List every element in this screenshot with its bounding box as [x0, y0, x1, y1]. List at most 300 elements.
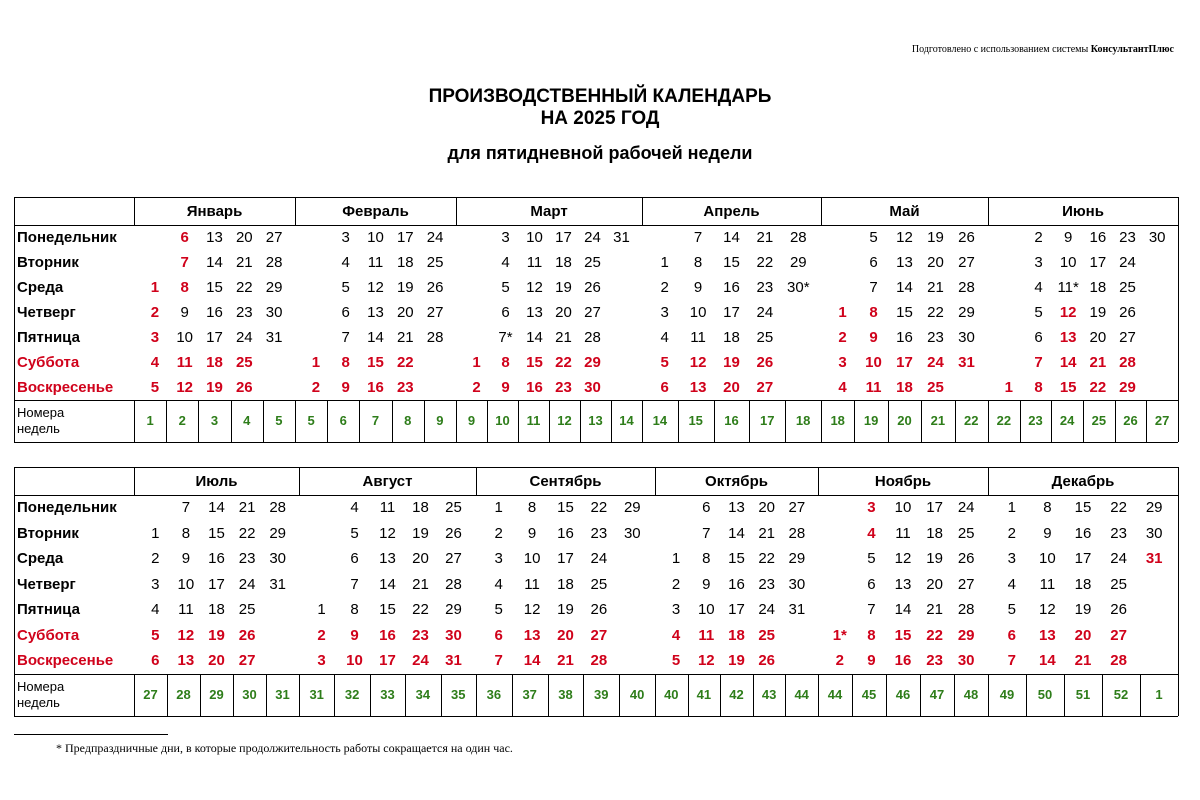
day-cell: 29 — [584, 354, 601, 371]
week-number: 24 — [1059, 413, 1075, 428]
week-number: 13 — [588, 413, 603, 428]
day-cell: 29 — [445, 601, 462, 618]
day-cell: 31 — [613, 229, 630, 246]
day-cell: 24 — [957, 499, 975, 516]
day-cell: 5 — [660, 354, 669, 371]
day-cell: 28 — [1119, 354, 1136, 371]
day-cell: 29 — [957, 626, 975, 644]
week-number: 33 — [380, 686, 395, 702]
day-cell: 9 — [180, 304, 189, 321]
day-cell: 25 — [1119, 279, 1136, 296]
table-header-divider — [14, 495, 1178, 496]
day-cell: 7 — [350, 575, 359, 593]
day-cell: 21 — [238, 499, 256, 516]
day-cell: 12 — [523, 601, 541, 618]
day-cell: 27 — [958, 254, 975, 271]
day-cell: 14 — [896, 279, 913, 296]
day-cell: 22 — [396, 354, 414, 371]
day-cell: 22 — [238, 524, 256, 542]
day-cell: 3 — [501, 229, 510, 246]
day-cell: 16 — [367, 379, 384, 396]
day-cell: 1 — [151, 524, 160, 542]
day-cell: 29 — [269, 524, 287, 542]
day-cell: 13 — [894, 575, 912, 593]
day-cell: 26 — [426, 279, 444, 296]
day-cell: 27 — [590, 626, 608, 644]
day-cell: 18 — [896, 379, 913, 396]
week-cell-divider — [785, 400, 786, 442]
day-cell: 12 — [1059, 304, 1077, 321]
day-cell: 14 — [1059, 354, 1077, 371]
week-number: 34 — [415, 686, 431, 702]
day-cell: 13 — [1059, 329, 1077, 346]
day-cell: 28 — [789, 229, 807, 246]
day-cell: 24 — [1119, 254, 1136, 271]
day-cell: 11 — [865, 379, 882, 396]
day-cell: 25 — [927, 379, 944, 396]
week-number: 41 — [696, 686, 712, 702]
week-number: 15 — [688, 413, 703, 428]
day-cell: 5 — [341, 279, 350, 296]
day-cell: 25 — [445, 499, 462, 516]
week-cell-divider — [852, 674, 853, 716]
day-cell: 10 — [697, 601, 715, 618]
day-cell: 11 — [895, 524, 911, 542]
day-cell: 28 — [957, 601, 975, 618]
week-cell-divider — [611, 400, 612, 442]
week-cell-divider — [854, 400, 855, 442]
day-cell: 15 — [526, 354, 543, 371]
day-cell: 11 — [698, 626, 715, 644]
day-cell: 23 — [927, 329, 944, 346]
week-number: 51 — [1075, 686, 1091, 702]
week-number: 35 — [451, 686, 466, 702]
day-cell: 23 — [590, 524, 608, 542]
day-cell: 4 — [341, 254, 350, 271]
day-cell: 4 — [494, 575, 503, 593]
week-cell-divider — [359, 400, 360, 442]
week-number: 10 — [495, 413, 510, 428]
day-cell: 4 — [150, 354, 160, 371]
day-cell: 2 — [150, 304, 160, 321]
day-cell: 17 — [379, 652, 396, 669]
day-cell: 10 — [894, 499, 912, 516]
day-cell: 22 — [412, 601, 429, 618]
weekday-label: Суббота — [17, 626, 80, 644]
week-cell-divider — [888, 400, 889, 442]
day-cell: 29 — [265, 279, 283, 296]
day-cell: 23 — [1119, 229, 1136, 246]
day-cell: 5 — [151, 626, 160, 644]
day-cell: 23 — [412, 626, 429, 644]
table-border-right — [1178, 467, 1179, 716]
weekday-label: Воскресенье — [17, 379, 114, 396]
day-cell: 20 — [555, 304, 572, 321]
day-cell: 22 — [555, 354, 572, 371]
day-cell: 2 — [660, 279, 669, 296]
day-cell: 15 — [1074, 499, 1092, 516]
day-cell: 21 — [758, 524, 776, 542]
day-cell: 9 — [350, 626, 359, 644]
week-number: 1 — [1155, 686, 1163, 702]
day-cell: 10 — [523, 550, 541, 567]
day-cell: 5 — [150, 379, 160, 396]
weekday-label: Воскресенье — [17, 652, 114, 669]
day-cell: 23 — [758, 575, 776, 593]
day-cell: 1 — [671, 550, 681, 567]
day-cell: 6 — [180, 229, 189, 246]
day-cell: 15 — [379, 601, 396, 618]
week-number: 40 — [664, 686, 679, 702]
day-cell: 2 — [494, 524, 503, 542]
day-cell: 10 — [367, 229, 384, 246]
day-cell: 19 — [927, 229, 944, 246]
week-number: 44 — [827, 686, 843, 702]
day-cell: 27 — [238, 652, 256, 669]
day-cell: 12 — [894, 550, 912, 567]
day-cell: 30 — [265, 304, 283, 321]
day-cell: 24 — [426, 229, 444, 246]
day-cell: 10 — [526, 229, 543, 246]
day-cell: 28 — [445, 575, 462, 593]
week-number: 9 — [467, 413, 476, 428]
week-number: 42 — [729, 686, 744, 702]
day-cell: 25 — [957, 524, 975, 542]
day-cell: 1* — [832, 626, 847, 644]
week-cell-divider — [955, 400, 956, 442]
day-cell: 24 — [756, 304, 774, 321]
day-cell: 18 — [412, 499, 429, 516]
week-number: 25 — [1091, 413, 1107, 428]
day-cell: 9 — [341, 379, 350, 396]
day-cell: 4 — [1007, 575, 1016, 593]
day-cell: 25 — [1110, 575, 1127, 593]
day-cell: 22 — [590, 499, 608, 516]
day-cell: 3 — [867, 499, 876, 516]
day-cell: 3 — [150, 329, 160, 346]
day-cell: 30 — [1148, 229, 1166, 246]
week-number: 40 — [629, 686, 645, 702]
table-header-divider — [14, 225, 1178, 226]
day-cell: 28 — [1110, 652, 1127, 669]
credit-line — [912, 44, 1174, 55]
day-cell: 8 — [702, 550, 711, 567]
day-cell: 17 — [555, 229, 572, 246]
day-cell: 15 — [723, 254, 740, 271]
week-cell-divider — [198, 400, 199, 442]
day-cell: 3 — [151, 575, 160, 593]
week-number: 22 — [964, 413, 979, 428]
day-cell: 12 — [1039, 601, 1056, 618]
day-cell: 20 — [235, 229, 253, 246]
day-cell: 17 — [1089, 254, 1107, 271]
day-cell: 17 — [557, 550, 574, 567]
day-cell: 19 — [1074, 601, 1092, 618]
week-number: 29 — [209, 686, 224, 702]
day-cell: 20 — [758, 499, 776, 516]
day-cell: 23 — [238, 550, 256, 567]
week-cell-divider — [405, 674, 406, 716]
day-cell: 31 — [445, 652, 462, 669]
week-cell-divider — [1051, 400, 1052, 442]
day-cell: 28 — [584, 329, 601, 346]
day-cell: 16 — [526, 379, 543, 396]
day-cell: 17 — [728, 601, 745, 618]
week-cell-divider — [334, 674, 335, 716]
day-cell: 27 — [957, 575, 975, 593]
day-cell: 28 — [788, 524, 806, 542]
week-cell-divider — [1140, 674, 1141, 716]
day-cell: 6 — [341, 304, 350, 321]
day-cell: 27 — [426, 304, 444, 321]
day-cell: 12 — [526, 279, 543, 296]
day-cell: 3 — [671, 601, 681, 618]
table-border-bottom — [14, 442, 1178, 443]
day-cell: 15 — [208, 524, 225, 542]
day-cell: 19 — [926, 550, 943, 567]
week-cell-divider — [263, 400, 264, 442]
day-cell: 4 — [151, 601, 160, 618]
day-cell: 7 — [867, 601, 876, 618]
day-cell: 4 — [660, 329, 669, 346]
day-cell: 3 — [838, 354, 847, 371]
week-number: 28 — [176, 686, 191, 702]
day-cell: 30 — [957, 652, 975, 669]
day-cell: 16 — [206, 304, 223, 321]
day-cell: 22 — [1110, 499, 1127, 516]
day-cell: 17 — [396, 229, 414, 246]
day-cell: 26 — [758, 652, 776, 669]
day-cell: 8 — [1043, 499, 1052, 516]
day-cell: 30 — [623, 524, 641, 542]
day-cell: 14 — [367, 329, 384, 346]
month-name: Январь — [186, 203, 243, 220]
week-number: 1 — [146, 413, 154, 428]
week-number: 30 — [242, 686, 257, 702]
day-cell: 16 — [379, 626, 396, 644]
weekday-label: Среда — [17, 279, 64, 296]
day-cell: 2 — [671, 575, 681, 593]
day-cell: 10 — [346, 652, 363, 669]
day-cell: 30* — [787, 279, 810, 296]
day-cell: 23 — [926, 652, 943, 669]
day-cell: 19 — [555, 279, 572, 296]
day-cell: 12 — [176, 379, 194, 396]
week-number: 6 — [339, 413, 347, 428]
day-cell: 10 — [689, 304, 707, 321]
day-cell: 26 — [958, 229, 975, 246]
day-cell: 23 — [756, 279, 774, 296]
day-cell: 16 — [1074, 524, 1092, 542]
day-cell: 5 — [1007, 601, 1016, 618]
day-cell: 11 — [1039, 575, 1056, 593]
day-cell: 2 — [151, 550, 160, 567]
week-cell-divider — [1146, 400, 1147, 442]
week-number: 4 — [243, 413, 251, 428]
day-cell: 29 — [623, 499, 641, 516]
week-cell-divider — [512, 674, 513, 716]
day-cell: 13 — [896, 254, 913, 271]
week-cell-divider — [583, 674, 584, 716]
week-cell-divider — [548, 674, 549, 716]
day-cell: 24 — [235, 329, 253, 346]
week-cell-divider — [1064, 674, 1065, 716]
day-cell: 10 — [865, 354, 882, 371]
day-cell: 28 — [265, 254, 283, 271]
day-cell: 22 — [1089, 379, 1107, 396]
week-cell-divider — [1026, 674, 1027, 716]
day-cell: 31 — [265, 329, 283, 346]
day-cell: 26 — [238, 626, 256, 644]
day-cell: 15 — [894, 626, 912, 644]
week-cell-divider — [167, 674, 168, 716]
month-name: Август — [362, 473, 413, 490]
week-number: 3 — [210, 413, 219, 428]
week-number: 11 — [526, 413, 541, 428]
day-cell: 16 — [728, 575, 745, 593]
week-number: 27 — [1154, 413, 1170, 428]
day-cell: 8 — [501, 354, 510, 371]
day-cell: 21 — [927, 279, 944, 296]
week-number: 26 — [1123, 413, 1138, 428]
weekday-label: Среда — [17, 550, 64, 567]
day-cell: 13 — [367, 304, 384, 321]
day-cell: 14 — [894, 601, 912, 618]
week-number: 47 — [929, 686, 945, 702]
day-cell: 8 — [181, 524, 191, 542]
week-cell-divider — [785, 674, 786, 716]
month-name: Май — [889, 203, 920, 220]
day-cell: 13 — [689, 379, 707, 396]
weekday-label: Четверг — [17, 575, 76, 593]
day-cell: 6 — [867, 575, 876, 593]
weekday-label: Четверг — [17, 304, 76, 321]
day-cell: 18 — [1074, 575, 1092, 593]
day-cell: 15 — [1059, 379, 1077, 396]
week-number: 18 — [795, 413, 811, 428]
month-name: Декабрь — [1051, 473, 1115, 490]
day-cell: 11 — [526, 254, 543, 271]
weekday-label: Понедельник — [17, 499, 117, 516]
day-cell: 2 — [1034, 229, 1043, 246]
day-cell: 14 — [723, 229, 740, 246]
footnote: * Предпраздничные дни, в которые продолжительность работы сокращается на один час. — [56, 741, 513, 755]
day-cell: 21 — [926, 601, 943, 618]
day-cell: 24 — [927, 354, 944, 371]
day-cell: 14 — [523, 652, 541, 669]
day-cell: 29 — [958, 304, 975, 321]
week-number: 5 — [307, 413, 315, 428]
day-cell: 20 — [396, 304, 414, 321]
week-number: 17 — [760, 413, 775, 428]
day-cell: 6 — [869, 254, 878, 271]
day-cell: 23 — [396, 379, 414, 396]
day-cell: 2 — [1007, 524, 1016, 542]
day-cell: 19 — [412, 524, 429, 542]
day-cell: 9 — [527, 524, 537, 542]
day-cell: 20 — [557, 626, 574, 644]
day-cell: 6 — [151, 652, 160, 669]
day-cell: 31 — [269, 575, 287, 593]
week-cell-divider — [424, 400, 425, 442]
day-cell: 28 — [269, 499, 287, 516]
day-cell: 25 — [238, 601, 256, 618]
table-weeks-divider — [14, 400, 1178, 401]
week-cell-divider — [370, 674, 371, 716]
day-cell: 12 — [379, 524, 396, 542]
day-cell: 17 — [206, 329, 223, 346]
day-cell: 29 — [788, 550, 806, 567]
day-cell: 29 — [1145, 499, 1163, 516]
day-cell: 9 — [1043, 524, 1052, 542]
day-cell: 17 — [208, 575, 225, 593]
week-number: 50 — [1037, 686, 1053, 702]
day-cell: 28 — [958, 279, 975, 296]
day-cell: 2 — [472, 379, 481, 396]
day-cell: 6 — [1007, 626, 1016, 644]
day-cell: 1 — [317, 601, 326, 618]
week-cell-divider — [1020, 400, 1021, 442]
day-cell: 8 — [869, 304, 878, 321]
day-cell: 1 — [1007, 499, 1016, 516]
week-number: 2 — [178, 413, 186, 428]
day-cell: 19 — [1089, 304, 1107, 321]
day-cell: 30 — [445, 626, 462, 644]
week-cell-divider — [720, 674, 721, 716]
page-subtitle: для пятидневной рабочей недели — [447, 143, 753, 163]
week-number: 45 — [861, 686, 877, 702]
day-cell: 21 — [412, 575, 429, 593]
day-cell: 12 — [367, 279, 384, 296]
day-cell: 17 — [1074, 550, 1092, 567]
table-border-top — [14, 467, 1178, 468]
day-cell: 6 — [494, 626, 503, 644]
day-cell: 24 — [584, 229, 601, 246]
day-cell: 13 — [523, 626, 541, 644]
day-cell: 13 — [177, 652, 195, 669]
week-number: 18 — [830, 413, 845, 428]
day-cell: 14 — [379, 575, 396, 593]
day-cell: 5 — [501, 279, 510, 296]
footnote-divider — [14, 734, 168, 735]
day-cell: 28 — [590, 652, 608, 669]
week-cell-divider — [166, 400, 167, 442]
day-cell: 28 — [426, 329, 444, 346]
day-cell: 22 — [235, 279, 253, 296]
week-cell-divider — [619, 674, 620, 716]
day-cell: 25 — [426, 254, 444, 271]
page-title-year: НА 2025 ГОД — [540, 108, 660, 129]
day-cell: 16 — [894, 652, 912, 669]
day-cell: 1 — [1004, 379, 1013, 396]
day-cell: 18 — [208, 601, 225, 618]
day-cell: 3 — [317, 652, 326, 669]
day-cell: 19 — [723, 354, 740, 371]
day-cell: 19 — [208, 626, 225, 644]
day-cell: 5 — [494, 601, 503, 618]
week-number: 48 — [963, 686, 979, 702]
week-number: 9 — [436, 413, 444, 428]
day-cell: 9 — [1063, 229, 1073, 246]
day-cell: 27 — [756, 379, 774, 396]
day-cell: 21 — [557, 652, 574, 669]
week-number: 27 — [143, 686, 158, 702]
weeks-label: Номера недель — [17, 405, 65, 436]
week-number: 14 — [619, 413, 634, 428]
day-cell: 20 — [412, 550, 429, 567]
day-cell: 11 — [379, 499, 396, 516]
day-cell: 8 — [867, 626, 876, 644]
